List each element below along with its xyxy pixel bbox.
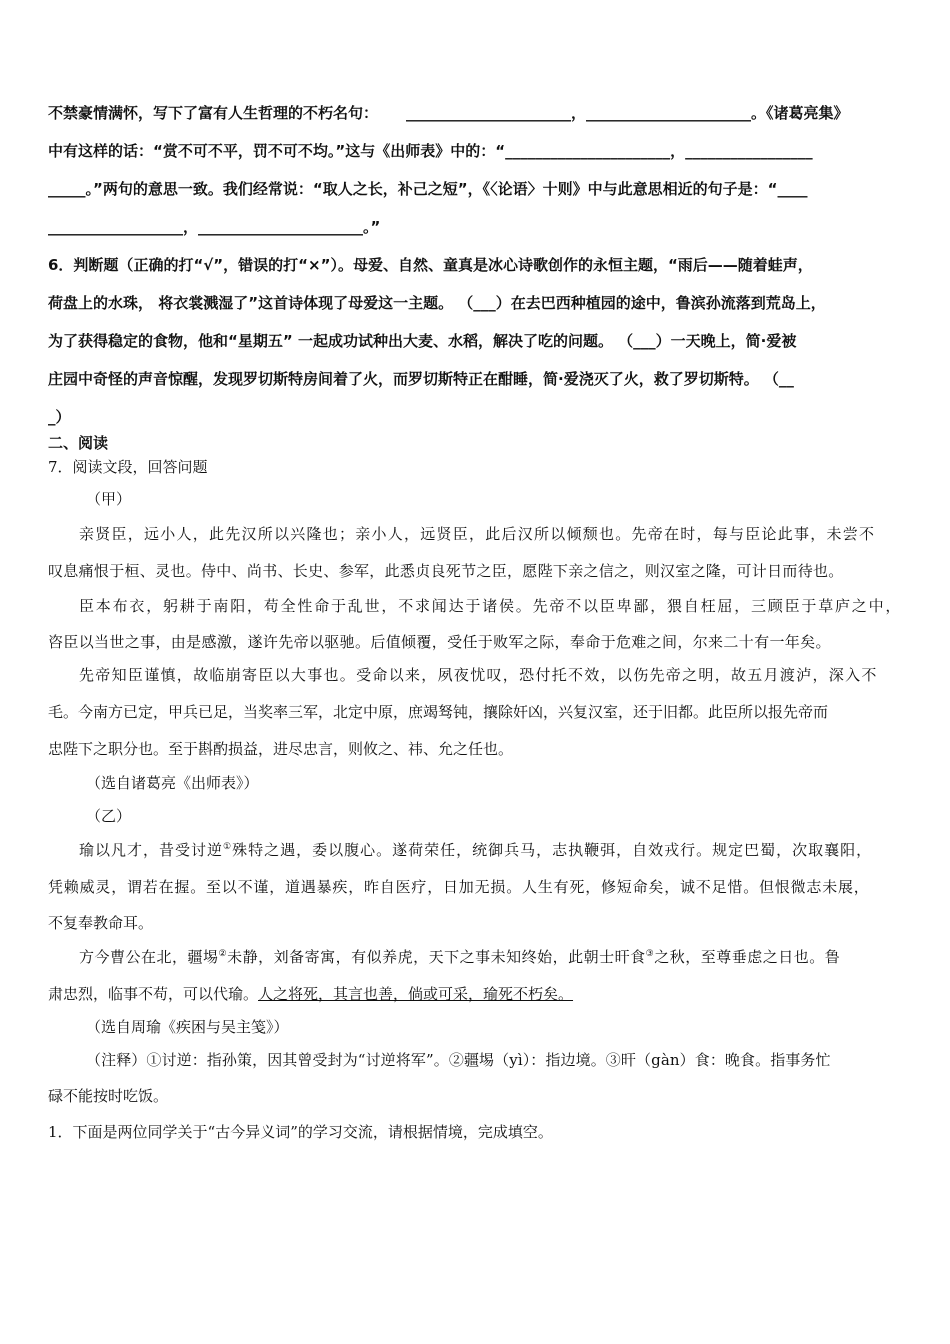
yi-p1-line-1: [79, 840, 872, 860]
q7-title: 7．阅读文段，回答问题: [48, 458, 208, 476]
note-marker-2: ②: [218, 949, 228, 959]
yi-p2-text-d: 肃忠烈，临事不苟，可以代瑜。: [48, 985, 259, 1003]
q6-line-3: 为了获得稳定的食物，他和“星期五” 一起成功试种出大麦、水稻，解决了吃的问题。 （___）一天晚上，简·爱被: [48, 332, 797, 350]
yi-p2-text-b: 未静，刘备寄寓，有似养虎，天下之事未知终始，此朝士旰食: [227, 948, 646, 966]
sub-question-1: 1．下面是两位同学关于“古今异义词”的学习交流，请根据情境，完成填空。: [48, 1123, 553, 1141]
q6-line-2: 荷盘上的水珠， 将衣裳溅湿了”这首诗体现了母爱这一主题。 （___）在去巴西种植园的途中，鲁滨孙流落到荒岛上，: [48, 294, 826, 312]
jia-p2-line-1: 臣本布衣，躬耕于南阳，苟全性命于乱世，不求闻达于诸侯。先帝不以臣卑鄙，猥自枉屈，三顾臣于草庐之中，: [79, 597, 903, 615]
yi-p1-text-b: 殊特之遇，委以腹心。遂荷荣任，统御兵马，志执鞭弭，自效戎行。规定巴蜀，次取襄阳，: [232, 841, 873, 859]
jia-p3-line-3: 忠陛下之职分也。至于斟酌损益，进尽忠言，则攸之、祎、允之任也。: [48, 740, 514, 758]
note-marker-3: ③: [645, 949, 655, 959]
q6-line-5: _）: [48, 408, 71, 426]
yi-notes-line-2: 碌不能按时吃饭。: [48, 1087, 169, 1105]
yi-source: （选自周瑜《疾困与吴主笺》）: [86, 1018, 289, 1036]
jia-label: （甲）: [86, 490, 132, 508]
yi-p2-text-a: 方今曹公在北，疆埸: [79, 948, 219, 966]
q5-line-1-blanks: ______________________，______________________。《诸葛亮集》: [406, 104, 849, 122]
q5-line-2: 中有这样的话：“赏不可不平，罚不可不均。”这与《出师表》中的：“______________________，_________________: [48, 142, 813, 160]
note-marker-1: ①: [223, 842, 233, 852]
q5-line-1-text: 不禁豪情满怀，写下了富有人生哲理的不朽名句：: [48, 104, 379, 122]
q6-line-1: 6．判断题（正确的打“√”，错误的打“×”）。母爱、自然、童真是冰心诗歌创作的永恒主题，“雨后——随着蛙声，: [48, 256, 813, 274]
underlined-sentence: 人之将死，其言也善，倘或可采，瑜死不朽矣。: [258, 985, 574, 1003]
q6-line-4: 庄园中奇怪的声音惊醒，发现罗切斯特房间着了火，而罗切斯特正在酣睡，简·爱浇灭了火，救了罗切斯特。 （__: [48, 370, 794, 388]
yi-p1-line-2: 凭赖威灵，谓若在握。至以不谨，道遇暴疾，昨自医疗，日加无损。人生有死，修短命矣，诚不足惜。但恨微志未展，: [48, 878, 870, 896]
yi-label: （乙）: [86, 807, 132, 825]
yi-p2-text-c: 之秋，至尊垂虑之日也。鲁: [654, 948, 841, 966]
yi-notes-line-1: （注释）①讨逆：指孙策，因其曾受封为“讨逆将军”。②疆埸（yì）：指边境。③旰（gàn）食：晚食。指事务忙: [86, 1051, 831, 1069]
jia-p2-line-2: 咨臣以当世之事，由是感激，遂许先帝以驱驰。后值倾覆，受任于败军之际，奉命于危难之间，尔来二十有一年矣。: [48, 633, 831, 651]
yi-p2-line-1: [79, 947, 840, 967]
q5-line-3: _____。”两句的意思一致。我们经常说：“取人之长，补己之短”，《〈论语〉十则》中与此意思相近的句子是：“____: [48, 180, 808, 198]
jia-source: （选自诸葛亮《出师表》）: [86, 774, 259, 792]
yi-p2-line-2: [48, 984, 573, 1004]
yi-p1-line-3: 不复奉教命耳。: [48, 914, 154, 932]
q5-line-4: __________________，______________________。”: [48, 218, 381, 236]
section-title: 二、阅读: [48, 434, 109, 452]
q5-line-1: [48, 103, 849, 123]
yi-p1-text-a: 瑜以凡才，昔受讨逆: [79, 841, 224, 859]
jia-p1-line-1: 亲贤臣，远小人，此先汉所以兴隆也；亲小人，远贤臣，此后汉所以倾颓也。先帝在时，每与臣论此事，未尝不: [79, 525, 876, 543]
jia-p3-line-1: 先帝知臣谨慎，故临崩寄臣以大事也。受命以来，夙夜忧叹，恐付托不效，以伤先帝之明，故五月渡泸，深入不: [79, 666, 878, 684]
jia-p3-line-2: 毛。今南方已定，甲兵已足，当奖率三军，北定中原，庶竭驽钝，攘除奸凶，兴复汉室，还于旧都。此臣所以报先帝而: [48, 703, 829, 721]
jia-p1-line-2: 叹息痛恨于桓、灵也。侍中、尚书、长史、参军，此悉贞良死节之臣，愿陛下亲之信之，则汉室之隆，可计日而待也。: [48, 562, 844, 580]
